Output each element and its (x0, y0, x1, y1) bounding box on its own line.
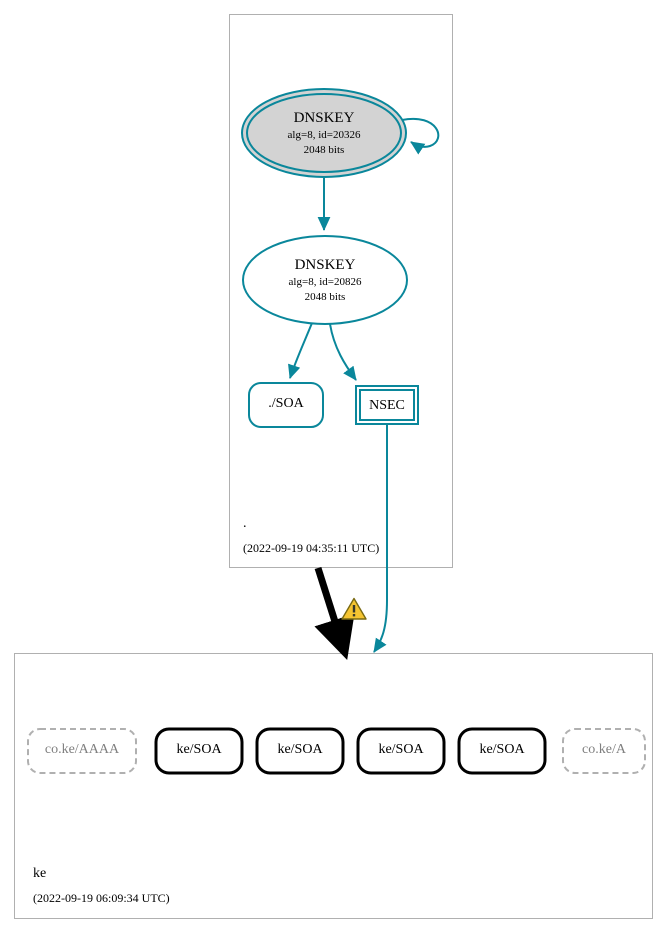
zone-ke-name: ke (33, 866, 47, 881)
edge-dnskey-20326-self-loop (402, 119, 438, 147)
node-ke-soa-3-label: ke/SOA (378, 742, 424, 757)
node-ke-soa-3[interactable] (358, 729, 444, 773)
node-soa-root[interactable] (249, 383, 323, 427)
warning-triangle-icon (341, 597, 367, 621)
node-soa-root-label: ./SOA (268, 396, 304, 411)
node-dnskey-20326-alg: alg=8, id=20326 (287, 129, 361, 141)
node-dnskey-20326[interactable] (242, 89, 406, 177)
node-ke-soa-4-label: ke/SOA (479, 742, 525, 757)
edge-dnskey-20826-to-nsec (330, 324, 356, 380)
node-ke-soa-2-label: ke/SOA (277, 742, 323, 757)
node-co-ke-a-label: co.ke/A (582, 742, 626, 757)
node-co-ke-aaaa-label: co.ke/AAAA (44, 742, 120, 757)
node-ke-soa-1[interactable] (156, 729, 242, 773)
zone-root-name: . (243, 516, 247, 531)
node-ke-soa-1-label: ke/SOA (176, 742, 222, 757)
node-dnskey-20826-bits: 2048 bits (304, 291, 346, 303)
node-dnskey-20826-title: DNSKEY (294, 257, 356, 273)
node-co-ke-aaaa[interactable] (28, 729, 136, 773)
node-nsec-root-label: NSEC (369, 398, 405, 413)
node-dnskey-20326-title: DNSKEY (293, 110, 355, 126)
node-co-ke-a[interactable] (563, 729, 645, 773)
edge-dnskey-20826-to-soa (290, 323, 312, 378)
node-nsec-root[interactable] (356, 386, 418, 424)
zone-root-timestamp: (2022-09-19 04:35:11 UTC) (243, 541, 380, 555)
zone-ke-timestamp: (2022-09-19 06:09:34 UTC) (33, 891, 170, 905)
node-dnskey-20826-alg: alg=8, id=20826 (288, 276, 362, 288)
node-ke-soa-2[interactable] (257, 729, 343, 773)
node-dnskey-20826[interactable] (243, 236, 407, 324)
node-ke-soa-4[interactable] (459, 729, 545, 773)
edge-nsec-to-zone-ke (374, 425, 387, 652)
node-dnskey-20326-bits: 2048 bits (303, 144, 345, 156)
